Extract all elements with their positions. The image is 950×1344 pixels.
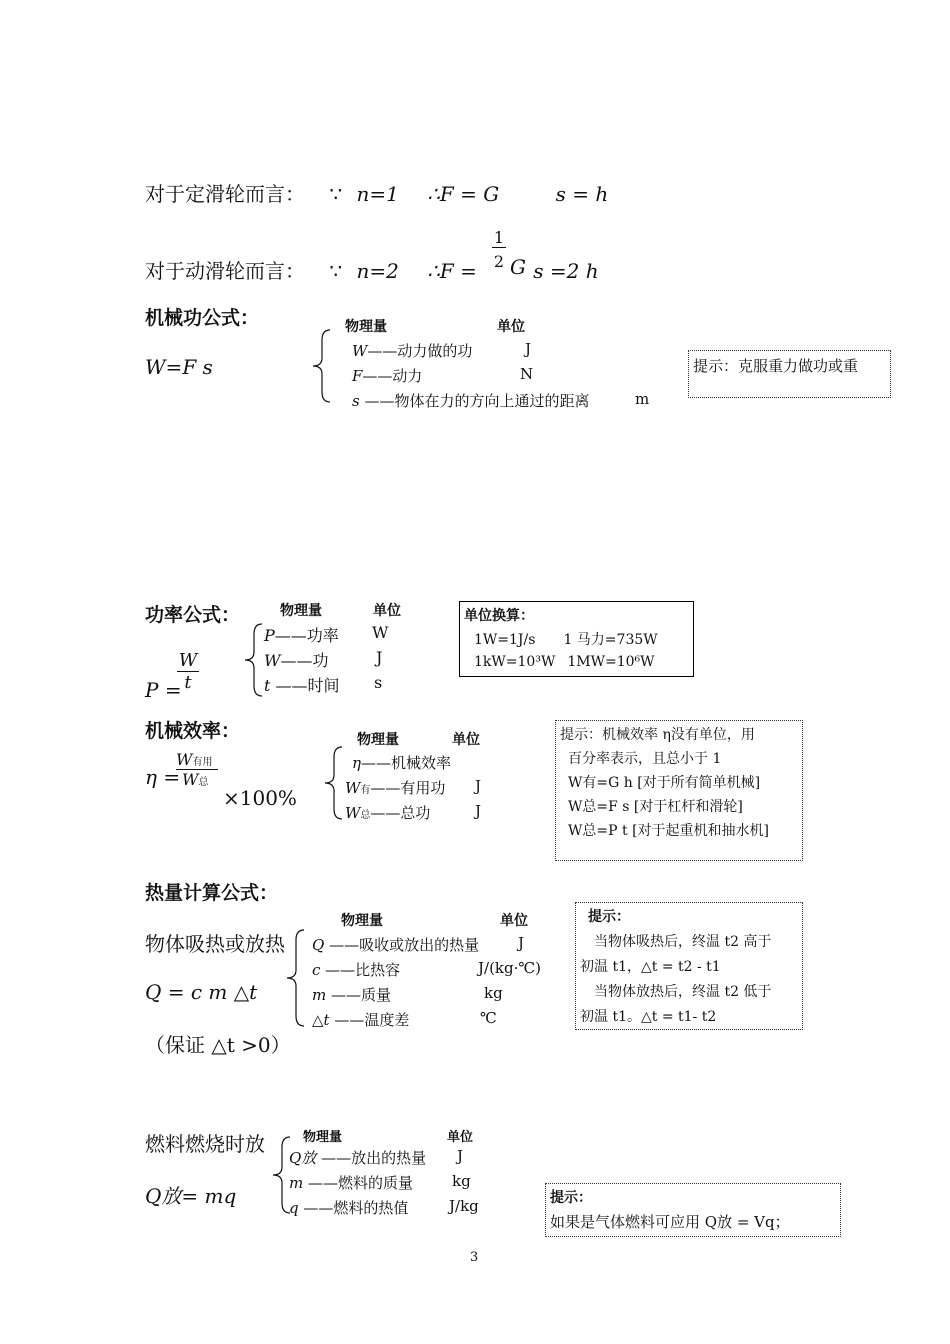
work-row: s ——物体在力的方向上通过的距离: [352, 392, 590, 410]
heat-row: m ——质量: [312, 986, 392, 1004]
heat-header-unit: 单位: [500, 913, 528, 929]
fuel-row: Q放 ——放出的热量: [289, 1149, 427, 1167]
n-value: n=1: [356, 182, 399, 206]
half-fraction: [492, 228, 506, 271]
work-title: 机械功公式：: [145, 307, 260, 329]
fuel-row: m ——燃料的质量: [289, 1174, 414, 1192]
fuel-header-quantity: 物理量: [303, 1130, 343, 1145]
heat-row: c ——比热容: [312, 961, 401, 979]
fuel-tip-title: 提示：: [550, 1190, 592, 1206]
power-title: 功率公式：: [145, 604, 241, 626]
fuel-row-unit: J/kg: [449, 1197, 479, 1215]
power-row-unit: s: [374, 673, 383, 692]
because-symbol: ∵: [329, 182, 343, 206]
power-brace: [242, 622, 264, 698]
power-row: W——功: [264, 651, 329, 670]
efficiency-row: η——机械效率: [352, 754, 452, 772]
fraction-denominator: 2: [493, 252, 505, 271]
fuel-header-unit: 单位: [447, 1130, 474, 1145]
weight-symbol: G: [510, 255, 526, 279]
numerator-subscript: 有用: [192, 757, 213, 768]
heat-row-unit: kg: [484, 984, 503, 1002]
tip-line: W总=P t [对于起重机和抽水机]: [568, 823, 769, 839]
fixed-pulley-line: [145, 178, 608, 207]
fraction-numerator: W: [178, 650, 198, 671]
efficiency-lhs: η =: [145, 765, 181, 789]
efficiency-fraction: [176, 750, 218, 789]
fuel-formula: Q放= mq: [145, 1184, 237, 1208]
tip-line: 提示：机械效率 η没有单位，用: [560, 727, 755, 743]
efficiency-title: 机械效率：: [145, 720, 241, 742]
fraction-numerator: 1: [493, 228, 505, 247]
work-row: F——动力: [352, 367, 423, 385]
tip-line: 提示：: [588, 909, 630, 925]
fuel-row: q ——燃料的热值: [289, 1199, 409, 1217]
work-row: W——动力做的功: [352, 342, 473, 360]
conversion-item: 1MW=10⁶W: [567, 654, 655, 670]
conversion-title: 单位换算：: [464, 608, 534, 624]
efficiency-row: W总——总功: [345, 804, 431, 822]
work-tip-text: 提示：克服重力做功或重: [693, 357, 859, 375]
heat-row: △t ——温度差: [312, 1011, 410, 1029]
force-relation: ∴F =: [427, 259, 477, 283]
moving-pulley-label: 对于动滑轮而言：: [145, 259, 305, 283]
fuel-subtitle: 燃料燃烧时放: [145, 1132, 265, 1156]
work-row-unit: N: [520, 365, 534, 383]
force-relation: ∴F = G: [427, 182, 500, 206]
distance-relation: s = h: [555, 182, 609, 206]
heat-row-unit: ℃: [480, 1009, 497, 1027]
heat-row: Q ——吸收或放出的热量: [312, 936, 480, 954]
percent-factor: ×100%: [223, 786, 297, 810]
power-header-quantity: 物理量: [280, 603, 322, 619]
denominator-subscript: 总: [198, 777, 209, 788]
efficiency-brace: [322, 745, 344, 821]
work-brace: [310, 328, 332, 404]
heat-guarantee: （保证 △t >0）: [145, 1033, 291, 1057]
power-lhs: P =: [145, 678, 182, 702]
tip-line: 百分率表示，且总小于 1: [568, 751, 722, 767]
fuel-tip-box: [545, 1183, 841, 1237]
conversion-item: 1W=1J/s: [474, 632, 536, 648]
work-tip-box: [688, 350, 891, 398]
fixed-pulley-label: 对于定滑轮而言：: [145, 182, 305, 206]
work-row-unit: J: [525, 340, 532, 358]
fraction-numerator: W: [176, 750, 193, 769]
efficiency-header-quantity: 物理量: [357, 732, 399, 748]
work-header-quantity: 物理量: [345, 319, 387, 335]
heat-formula: Q = c m △t: [145, 980, 258, 1004]
distance-relation: s =2 h: [533, 259, 599, 283]
power-row: t ——时间: [264, 676, 340, 695]
fraction-denominator: t: [184, 672, 192, 693]
tip-line: 当物体放热后，终温 t2 低于: [580, 984, 772, 1000]
work-header-unit: 单位: [497, 319, 525, 335]
page-number: 3: [470, 1250, 479, 1265]
unit-conversion-box: [459, 601, 694, 677]
fuel-tip-body: 如果是气体燃料可应用 Q放 = Vq；: [550, 1213, 790, 1231]
fraction-denominator: W: [182, 770, 199, 789]
heat-row-unit: J/(kg·℃): [478, 959, 542, 977]
tip-line: 初温 t1。△t = t1- t2: [580, 1009, 717, 1025]
fuel-row-unit: kg: [452, 1172, 471, 1190]
work-formula: W=F s: [145, 355, 213, 379]
efficiency-row-unit: J: [475, 802, 482, 820]
power-fraction: [177, 650, 199, 693]
power-header-unit: 单位: [373, 603, 401, 619]
heat-subtitle: 物体吸热或放热: [145, 932, 285, 956]
heat-header-quantity: 物理量: [341, 913, 383, 929]
n-value: n=2: [356, 259, 399, 283]
efficiency-row-unit: J: [475, 777, 482, 795]
moving-pulley-line: [145, 255, 599, 284]
heat-row-unit: J: [518, 934, 525, 952]
tip-line: W有=G h [对于所有简单机械]: [568, 775, 761, 791]
efficiency-tip-box: [555, 720, 803, 861]
heat-tip-box: [575, 902, 803, 1030]
efficiency-header-unit: 单位: [452, 732, 480, 748]
fuel-row-unit: J: [457, 1147, 464, 1165]
conversion-item: 1 马力=735W: [563, 632, 658, 648]
power-row: P——功率: [264, 626, 339, 645]
power-row-unit: J: [376, 648, 383, 667]
power-row-unit: W: [372, 623, 389, 642]
tip-line: 初温 t1，△t = t2 - t1: [580, 959, 721, 975]
because-symbol: ∵: [329, 259, 343, 283]
heat-brace: [284, 928, 306, 1028]
work-row-unit: m: [635, 390, 650, 408]
conversion-item: 1kW=10³W: [474, 654, 556, 670]
tip-line: W总=F s [对于杠杆和滑轮]: [568, 799, 743, 815]
tip-line: 当物体吸热后，终温 t2 高于: [580, 934, 772, 950]
heat-title: 热量计算公式：: [145, 882, 279, 904]
efficiency-row: W有——有用功: [345, 779, 446, 797]
